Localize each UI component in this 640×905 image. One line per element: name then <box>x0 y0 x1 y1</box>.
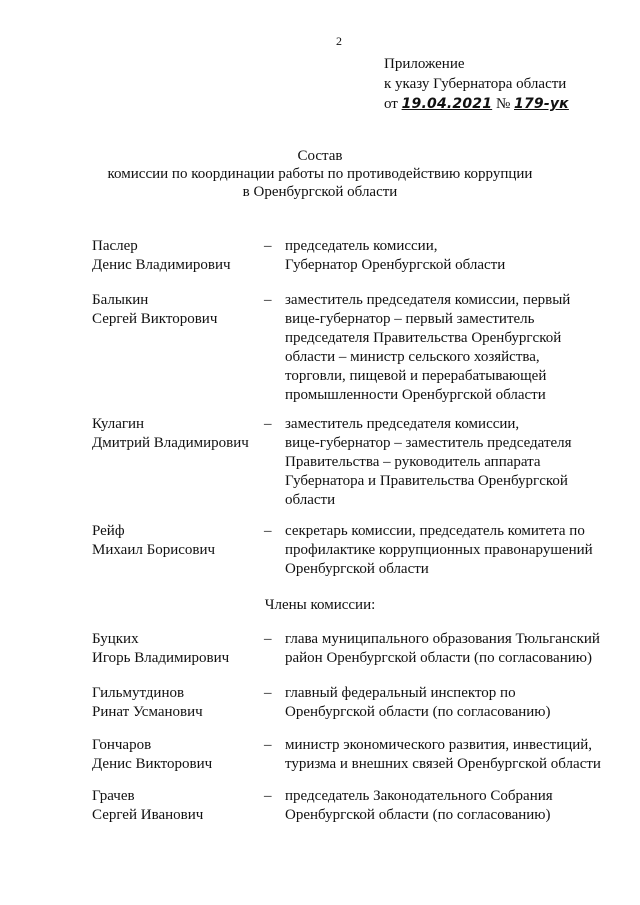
number-sign: № <box>495 96 511 112</box>
member-name <box>92 291 262 329</box>
member-name <box>92 630 262 668</box>
role-line: глава муниципального образования Тюльганский <box>285 631 600 647</box>
member-surname: Балыкин <box>92 292 149 308</box>
role-line: Оренбургской области (по согласованию) <box>285 807 551 823</box>
role-line: области – министр сельского хозяйства, <box>285 349 540 365</box>
member-surname: Грачев <box>92 788 135 804</box>
member-surname: Гильмутдинов <box>92 685 185 701</box>
member-name <box>92 787 262 825</box>
member-name <box>92 415 262 453</box>
role-line: Губернатор Оренбургской области <box>285 257 506 273</box>
member-role <box>285 736 615 774</box>
role-line: Правительства – руководитель аппарата <box>285 454 541 470</box>
role-line: торговли, пищевой и перерабатывающей <box>285 368 547 384</box>
role-line: район Оренбургской области (по согласованию) <box>285 650 592 666</box>
appendix-header <box>384 54 624 114</box>
member-given-name: Денис Викторович <box>92 756 213 772</box>
role-line: профилактике коррупционных правонарушений <box>285 542 593 558</box>
member-given-name: Михаил Борисович <box>92 542 216 558</box>
member-surname: Кулагин <box>92 416 145 432</box>
member-given-name: Игорь Владимирович <box>92 650 230 666</box>
member-given-name: Сергей Викторович <box>92 311 218 327</box>
member-given-name: Дмитрий Владимирович <box>92 435 249 451</box>
page-number: 2 <box>336 34 342 48</box>
member-name <box>92 237 262 275</box>
role-line: министр экономического развития, инвестиций, <box>285 737 593 753</box>
title-line-2: комиссии по координации работы по противодействию коррупции <box>107 166 533 182</box>
role-line: заместитель председателя комиссии, <box>285 416 520 432</box>
separator-dash: – <box>264 737 272 753</box>
title-line-3: в Оренбургской области <box>242 184 398 200</box>
document-title <box>0 147 640 201</box>
member-name <box>92 684 262 722</box>
separator-dash: – <box>264 238 272 254</box>
appendix-title: Приложение <box>384 56 465 72</box>
member-role <box>285 291 615 405</box>
member-surname: Гончаров <box>92 737 152 753</box>
member-surname: Паслер <box>92 238 138 254</box>
role-line: промышленности Оренбургской области <box>285 387 546 403</box>
role-line: Оренбургской области <box>285 561 429 577</box>
role-line: вице-губернатор – заместитель председателя <box>285 435 572 451</box>
decree-number: 179-ук <box>514 96 569 112</box>
appendix-reference: к указу Губернатора области <box>384 76 567 92</box>
separator-dash: – <box>264 788 272 804</box>
separator-dash: – <box>264 631 272 647</box>
decree-date: 19.04.2021 <box>401 96 493 112</box>
members-heading: Члены комиссии: <box>264 597 376 613</box>
role-line: председателя Правительства Оренбургской <box>285 330 562 346</box>
date-prefix: от <box>384 96 398 112</box>
member-role <box>285 684 615 722</box>
decree-date-line <box>384 94 624 114</box>
role-line: туризма и внешних связей Оренбургской области <box>285 756 601 772</box>
member-role <box>285 415 615 510</box>
role-line: Оренбургской области (по согласованию) <box>285 704 551 720</box>
separator-dash: – <box>264 685 272 701</box>
role-line: заместитель председателя комиссии, первый <box>285 292 571 308</box>
separator-dash: – <box>264 416 272 432</box>
member-surname: Рейф <box>92 523 125 539</box>
role-line: области <box>285 492 336 508</box>
member-surname: Буцких <box>92 631 139 647</box>
member-given-name: Сергей Иванович <box>92 807 204 823</box>
member-name <box>92 522 262 560</box>
member-role <box>285 787 615 825</box>
member-role <box>285 237 615 275</box>
role-line: Губернатора и Правительства Оренбургской <box>285 473 568 489</box>
role-line: председатель комиссии, <box>285 238 438 254</box>
title-line-1: Состав <box>297 148 343 164</box>
separator-dash: – <box>264 292 272 308</box>
member-name <box>92 736 262 774</box>
separator-dash: – <box>264 523 272 539</box>
member-role <box>285 630 615 668</box>
role-line: секретарь комиссии, председатель комитета по <box>285 523 585 539</box>
member-given-name: Денис Владимирович <box>92 257 231 273</box>
role-line: главный федеральный инспектор по <box>285 685 516 701</box>
member-given-name: Ринат Усманович <box>92 704 203 720</box>
member-role <box>285 522 615 579</box>
role-line: председатель Законодательного Собрания <box>285 788 553 804</box>
role-line: вице-губернатор – первый заместитель <box>285 311 535 327</box>
